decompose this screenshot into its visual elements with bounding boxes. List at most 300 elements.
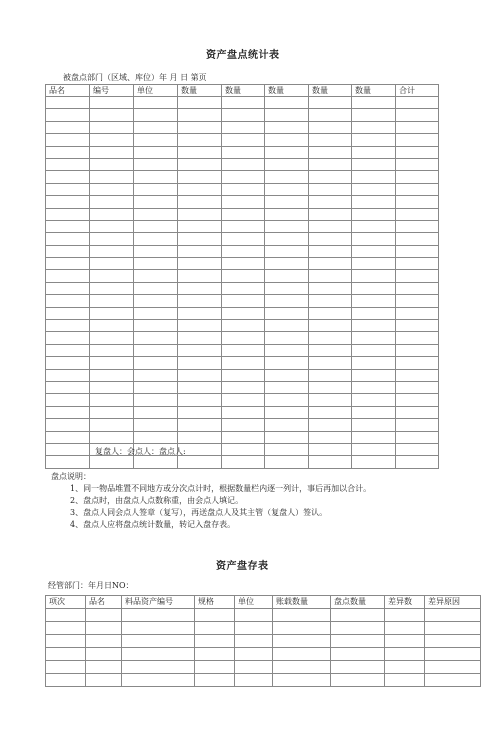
table-cell[interactable]	[195, 622, 235, 635]
table-cell[interactable]	[46, 381, 90, 393]
table-cell[interactable]	[90, 109, 134, 121]
table-cell[interactable]	[90, 419, 134, 431]
table-cell[interactable]	[396, 270, 439, 282]
table-cell[interactable]	[134, 282, 178, 294]
table-cell[interactable]	[90, 258, 134, 270]
table-cell[interactable]	[396, 258, 439, 270]
table-cell[interactable]	[309, 320, 352, 332]
table-cell[interactable]	[352, 320, 396, 332]
table-cell[interactable]	[385, 622, 425, 635]
table-cell[interactable]	[309, 146, 352, 158]
table-cell[interactable]	[134, 208, 178, 220]
table-cell[interactable]	[352, 443, 396, 455]
table-cell[interactable]	[134, 97, 178, 109]
table-cell[interactable]	[309, 121, 352, 133]
table-cell[interactable]	[265, 406, 309, 418]
table-cell[interactable]	[90, 295, 134, 307]
table-cell[interactable]	[309, 431, 352, 443]
table-cell[interactable]	[309, 97, 352, 109]
table-cell[interactable]	[309, 233, 352, 245]
table-cell[interactable]	[134, 245, 178, 257]
table-cell[interactable]	[265, 233, 309, 245]
table-cell[interactable]	[90, 332, 134, 344]
table-cell[interactable]	[396, 245, 439, 257]
table-cell[interactable]	[90, 344, 134, 356]
table-cell[interactable]	[90, 245, 134, 257]
table-cell[interactable]	[178, 183, 222, 195]
table-cell[interactable]	[122, 609, 195, 622]
table-cell[interactable]	[352, 171, 396, 183]
table-cell[interactable]	[178, 307, 222, 319]
table-cell[interactable]	[396, 158, 439, 170]
table-cell[interactable]	[352, 245, 396, 257]
table-cell[interactable]	[265, 295, 309, 307]
table-cell[interactable]	[265, 282, 309, 294]
table-cell[interactable]	[265, 270, 309, 282]
table-cell[interactable]	[90, 456, 134, 468]
table-cell[interactable]	[222, 307, 265, 319]
table-cell[interactable]	[90, 307, 134, 319]
table-cell[interactable]	[309, 220, 352, 232]
table-cell[interactable]	[178, 406, 222, 418]
table-cell[interactable]	[352, 233, 396, 245]
table-cell[interactable]	[331, 609, 385, 622]
table-cell[interactable]	[222, 456, 265, 468]
table-cell[interactable]	[331, 674, 385, 687]
table-cell[interactable]	[86, 622, 122, 635]
table-cell[interactable]	[425, 661, 481, 674]
table-cell[interactable]	[396, 431, 439, 443]
table-cell[interactable]	[195, 635, 235, 648]
table-cell[interactable]	[352, 295, 396, 307]
table-cell[interactable]	[309, 134, 352, 146]
table-cell[interactable]	[265, 208, 309, 220]
table-cell[interactable]	[122, 661, 195, 674]
table-cell[interactable]	[134, 258, 178, 270]
table-cell[interactable]	[46, 146, 90, 158]
table-cell[interactable]	[309, 369, 352, 381]
table-cell[interactable]	[352, 220, 396, 232]
table-cell[interactable]	[385, 674, 425, 687]
table-cell[interactable]	[134, 196, 178, 208]
table-cell[interactable]	[90, 208, 134, 220]
table-cell[interactable]	[134, 357, 178, 369]
table-cell[interactable]	[396, 134, 439, 146]
table-cell[interactable]	[46, 332, 90, 344]
table-cell[interactable]	[265, 369, 309, 381]
table-cell[interactable]	[90, 171, 134, 183]
table-cell[interactable]	[134, 344, 178, 356]
table-cell[interactable]	[273, 674, 331, 687]
table-cell[interactable]	[222, 121, 265, 133]
table-cell[interactable]	[90, 270, 134, 282]
table-cell[interactable]	[352, 369, 396, 381]
table-cell[interactable]	[265, 196, 309, 208]
table-cell[interactable]	[222, 419, 265, 431]
table-cell[interactable]	[90, 121, 134, 133]
table-cell[interactable]	[352, 196, 396, 208]
table-cell[interactable]	[46, 220, 90, 232]
table-cell[interactable]	[265, 171, 309, 183]
table-cell[interactable]	[273, 648, 331, 661]
table-cell[interactable]	[352, 431, 396, 443]
table-cell[interactable]	[46, 134, 90, 146]
table-cell[interactable]	[273, 609, 331, 622]
table-cell[interactable]	[396, 419, 439, 431]
table-cell[interactable]	[309, 419, 352, 431]
table-cell[interactable]	[222, 158, 265, 170]
table-cell[interactable]	[222, 357, 265, 369]
table-cell[interactable]	[222, 233, 265, 245]
table-cell[interactable]	[222, 97, 265, 109]
table-cell[interactable]	[90, 406, 134, 418]
table-cell[interactable]	[46, 183, 90, 195]
table-cell[interactable]	[178, 158, 222, 170]
table-cell[interactable]	[265, 419, 309, 431]
table-cell[interactable]	[46, 171, 90, 183]
table-cell[interactable]	[86, 674, 122, 687]
table-cell[interactable]	[265, 97, 309, 109]
table-cell[interactable]	[134, 220, 178, 232]
table-cell[interactable]	[396, 208, 439, 220]
table-cell[interactable]	[396, 97, 439, 109]
table-cell[interactable]	[46, 431, 90, 443]
table-cell[interactable]	[134, 270, 178, 282]
table-cell[interactable]	[46, 357, 90, 369]
table-cell[interactable]	[222, 196, 265, 208]
table-cell[interactable]	[90, 394, 134, 406]
table-cell[interactable]	[396, 332, 439, 344]
table-cell[interactable]	[134, 121, 178, 133]
table-cell[interactable]	[90, 381, 134, 393]
table-cell[interactable]	[178, 320, 222, 332]
table-cell[interactable]	[90, 97, 134, 109]
table-cell[interactable]	[396, 456, 439, 468]
table-cell[interactable]	[222, 245, 265, 257]
table-cell[interactable]	[134, 320, 178, 332]
table-cell[interactable]	[178, 344, 222, 356]
table-cell[interactable]	[134, 394, 178, 406]
table-cell[interactable]	[352, 406, 396, 418]
table-cell[interactable]	[352, 419, 396, 431]
table-cell[interactable]	[178, 332, 222, 344]
table-cell[interactable]	[46, 282, 90, 294]
table-cell[interactable]	[425, 648, 481, 661]
table-cell[interactable]	[222, 171, 265, 183]
table-cell[interactable]	[352, 258, 396, 270]
table-cell[interactable]	[90, 220, 134, 232]
table-cell[interactable]	[222, 258, 265, 270]
table-cell[interactable]	[86, 661, 122, 674]
table-cell[interactable]	[46, 674, 86, 687]
table-cell[interactable]	[235, 609, 273, 622]
table-cell[interactable]	[265, 183, 309, 195]
table-cell[interactable]	[134, 171, 178, 183]
table-cell[interactable]	[396, 220, 439, 232]
table-cell[interactable]	[222, 270, 265, 282]
table-cell[interactable]	[396, 233, 439, 245]
table-cell[interactable]	[46, 394, 90, 406]
table-cell[interactable]	[309, 381, 352, 393]
table-cell[interactable]	[425, 674, 481, 687]
table-cell[interactable]	[309, 109, 352, 121]
table-cell[interactable]	[396, 196, 439, 208]
table-cell[interactable]	[309, 158, 352, 170]
table-cell[interactable]	[86, 648, 122, 661]
table-cell[interactable]	[235, 648, 273, 661]
table-cell[interactable]	[46, 307, 90, 319]
table-cell[interactable]	[396, 406, 439, 418]
table-cell[interactable]	[265, 394, 309, 406]
table-cell[interactable]	[222, 443, 265, 455]
table-cell[interactable]	[396, 121, 439, 133]
table-cell[interactable]	[178, 357, 222, 369]
table-cell[interactable]	[331, 622, 385, 635]
table-cell[interactable]	[309, 332, 352, 344]
table-cell[interactable]	[331, 661, 385, 674]
table-cell[interactable]	[352, 381, 396, 393]
table-cell[interactable]	[222, 220, 265, 232]
table-cell[interactable]	[90, 369, 134, 381]
table-cell[interactable]	[352, 183, 396, 195]
table-cell[interactable]	[46, 456, 90, 468]
table-cell[interactable]	[46, 121, 90, 133]
table-cell[interactable]	[235, 674, 273, 687]
table-cell[interactable]	[46, 208, 90, 220]
table-cell[interactable]	[122, 674, 195, 687]
table-cell[interactable]	[86, 609, 122, 622]
table-cell[interactable]	[352, 146, 396, 158]
table-cell[interactable]	[396, 369, 439, 381]
table-cell[interactable]	[46, 233, 90, 245]
table-cell[interactable]	[134, 431, 178, 443]
table-cell[interactable]	[222, 394, 265, 406]
table-cell[interactable]	[46, 344, 90, 356]
table-cell[interactable]	[425, 635, 481, 648]
table-cell[interactable]	[265, 381, 309, 393]
table-cell[interactable]	[134, 146, 178, 158]
table-cell[interactable]	[265, 121, 309, 133]
table-cell[interactable]	[195, 661, 235, 674]
table-cell[interactable]	[178, 196, 222, 208]
table-cell[interactable]	[222, 381, 265, 393]
table-cell[interactable]	[122, 635, 195, 648]
table-cell[interactable]	[309, 295, 352, 307]
table-cell[interactable]	[385, 635, 425, 648]
table-cell[interactable]	[46, 443, 90, 455]
table-cell[interactable]	[309, 171, 352, 183]
table-cell[interactable]	[90, 431, 134, 443]
table-cell[interactable]	[396, 295, 439, 307]
table-cell[interactable]	[46, 419, 90, 431]
table-cell[interactable]	[385, 661, 425, 674]
table-cell[interactable]	[352, 394, 396, 406]
table-cell[interactable]	[178, 419, 222, 431]
table-cell[interactable]	[331, 648, 385, 661]
table-cell[interactable]	[352, 109, 396, 121]
table-cell[interactable]	[134, 307, 178, 319]
table-cell[interactable]	[90, 146, 134, 158]
table-cell[interactable]	[235, 661, 273, 674]
table-cell[interactable]	[352, 158, 396, 170]
table-cell[interactable]	[309, 208, 352, 220]
table-cell[interactable]	[265, 134, 309, 146]
table-cell[interactable]	[222, 295, 265, 307]
table-cell[interactable]	[309, 456, 352, 468]
table-cell[interactable]	[134, 158, 178, 170]
table-cell[interactable]	[46, 622, 86, 635]
table-cell[interactable]	[309, 183, 352, 195]
table-cell[interactable]	[178, 431, 222, 443]
table-cell[interactable]	[178, 394, 222, 406]
table-cell[interactable]	[222, 406, 265, 418]
table-cell[interactable]	[396, 109, 439, 121]
table-cell[interactable]	[265, 158, 309, 170]
table-cell[interactable]	[134, 109, 178, 121]
table-cell[interactable]	[46, 369, 90, 381]
table-cell[interactable]	[122, 648, 195, 661]
table-cell[interactable]	[46, 406, 90, 418]
table-cell[interactable]	[425, 622, 481, 635]
table-cell[interactable]	[396, 146, 439, 158]
table-cell[interactable]	[309, 307, 352, 319]
table-cell[interactable]	[265, 220, 309, 232]
table-cell[interactable]	[46, 609, 86, 622]
table-cell[interactable]	[265, 320, 309, 332]
table-cell[interactable]	[178, 146, 222, 158]
table-cell[interactable]	[178, 258, 222, 270]
table-cell[interactable]	[195, 648, 235, 661]
table-cell[interactable]	[265, 456, 309, 468]
table-cell[interactable]	[46, 635, 86, 648]
table-cell[interactable]	[90, 320, 134, 332]
table-cell[interactable]	[265, 344, 309, 356]
table-cell[interactable]	[46, 320, 90, 332]
table-cell[interactable]	[273, 635, 331, 648]
table-cell[interactable]	[222, 109, 265, 121]
table-cell[interactable]	[46, 245, 90, 257]
table-cell[interactable]	[90, 196, 134, 208]
table-cell[interactable]	[352, 121, 396, 133]
table-cell[interactable]	[352, 307, 396, 319]
table-cell[interactable]	[396, 357, 439, 369]
table-cell[interactable]	[90, 158, 134, 170]
table-cell[interactable]	[352, 344, 396, 356]
table-cell[interactable]	[178, 295, 222, 307]
table-cell[interactable]	[222, 146, 265, 158]
table-cell[interactable]	[178, 233, 222, 245]
table-cell[interactable]	[235, 635, 273, 648]
table-cell[interactable]	[425, 609, 481, 622]
table-cell[interactable]	[46, 270, 90, 282]
table-cell[interactable]	[331, 635, 385, 648]
table-cell[interactable]	[134, 419, 178, 431]
table-cell[interactable]	[222, 134, 265, 146]
table-cell[interactable]	[134, 381, 178, 393]
table-cell[interactable]	[134, 369, 178, 381]
table-cell[interactable]	[178, 220, 222, 232]
table-cell[interactable]	[396, 183, 439, 195]
table-cell[interactable]	[46, 295, 90, 307]
table-cell[interactable]	[385, 648, 425, 661]
table-cell[interactable]	[396, 443, 439, 455]
table-cell[interactable]	[178, 171, 222, 183]
table-cell[interactable]	[352, 357, 396, 369]
table-cell[interactable]	[352, 97, 396, 109]
table-cell[interactable]	[178, 456, 222, 468]
table-cell[interactable]	[352, 332, 396, 344]
table-cell[interactable]	[309, 270, 352, 282]
table-cell[interactable]	[134, 332, 178, 344]
table-cell[interactable]	[122, 622, 195, 635]
table-cell[interactable]	[46, 661, 86, 674]
table-cell[interactable]	[396, 282, 439, 294]
table-cell[interactable]	[134, 456, 178, 468]
table-cell[interactable]	[222, 183, 265, 195]
table-cell[interactable]	[134, 295, 178, 307]
table-cell[interactable]	[46, 196, 90, 208]
table-cell[interactable]	[352, 208, 396, 220]
table-cell[interactable]	[134, 406, 178, 418]
table-cell[interactable]	[46, 109, 90, 121]
table-cell[interactable]	[46, 648, 86, 661]
table-cell[interactable]	[396, 320, 439, 332]
table-cell[interactable]	[265, 332, 309, 344]
table-cell[interactable]	[178, 208, 222, 220]
table-cell[interactable]	[195, 609, 235, 622]
table-cell[interactable]	[265, 443, 309, 455]
table-cell[interactable]	[90, 134, 134, 146]
table-cell[interactable]	[235, 622, 273, 635]
table-cell[interactable]	[265, 307, 309, 319]
table-cell[interactable]	[396, 171, 439, 183]
table-cell[interactable]	[265, 146, 309, 158]
table-cell[interactable]	[352, 270, 396, 282]
table-cell[interactable]	[178, 369, 222, 381]
table-cell[interactable]	[309, 196, 352, 208]
table-cell[interactable]	[222, 208, 265, 220]
table-cell[interactable]	[309, 344, 352, 356]
table-cell[interactable]	[90, 183, 134, 195]
table-cell[interactable]	[396, 394, 439, 406]
table-cell[interactable]	[178, 134, 222, 146]
table-cell[interactable]	[309, 443, 352, 455]
table-cell[interactable]	[309, 258, 352, 270]
table-cell[interactable]	[222, 282, 265, 294]
table-cell[interactable]	[46, 97, 90, 109]
table-cell[interactable]	[90, 282, 134, 294]
table-cell[interactable]	[134, 233, 178, 245]
table-cell[interactable]	[265, 357, 309, 369]
table-cell[interactable]	[396, 344, 439, 356]
table-cell[interactable]	[134, 134, 178, 146]
table-cell[interactable]	[352, 134, 396, 146]
table-cell[interactable]	[309, 394, 352, 406]
table-cell[interactable]	[134, 183, 178, 195]
table-cell[interactable]	[178, 282, 222, 294]
table-cell[interactable]	[178, 109, 222, 121]
table-cell[interactable]	[265, 245, 309, 257]
table-cell[interactable]	[178, 270, 222, 282]
table-cell[interactable]	[222, 369, 265, 381]
table-cell[interactable]	[309, 406, 352, 418]
table-cell[interactable]	[265, 431, 309, 443]
table-cell[interactable]	[46, 258, 90, 270]
table-cell[interactable]	[86, 635, 122, 648]
table-cell[interactable]	[352, 282, 396, 294]
table-cell[interactable]	[309, 245, 352, 257]
table-cell[interactable]	[273, 661, 331, 674]
